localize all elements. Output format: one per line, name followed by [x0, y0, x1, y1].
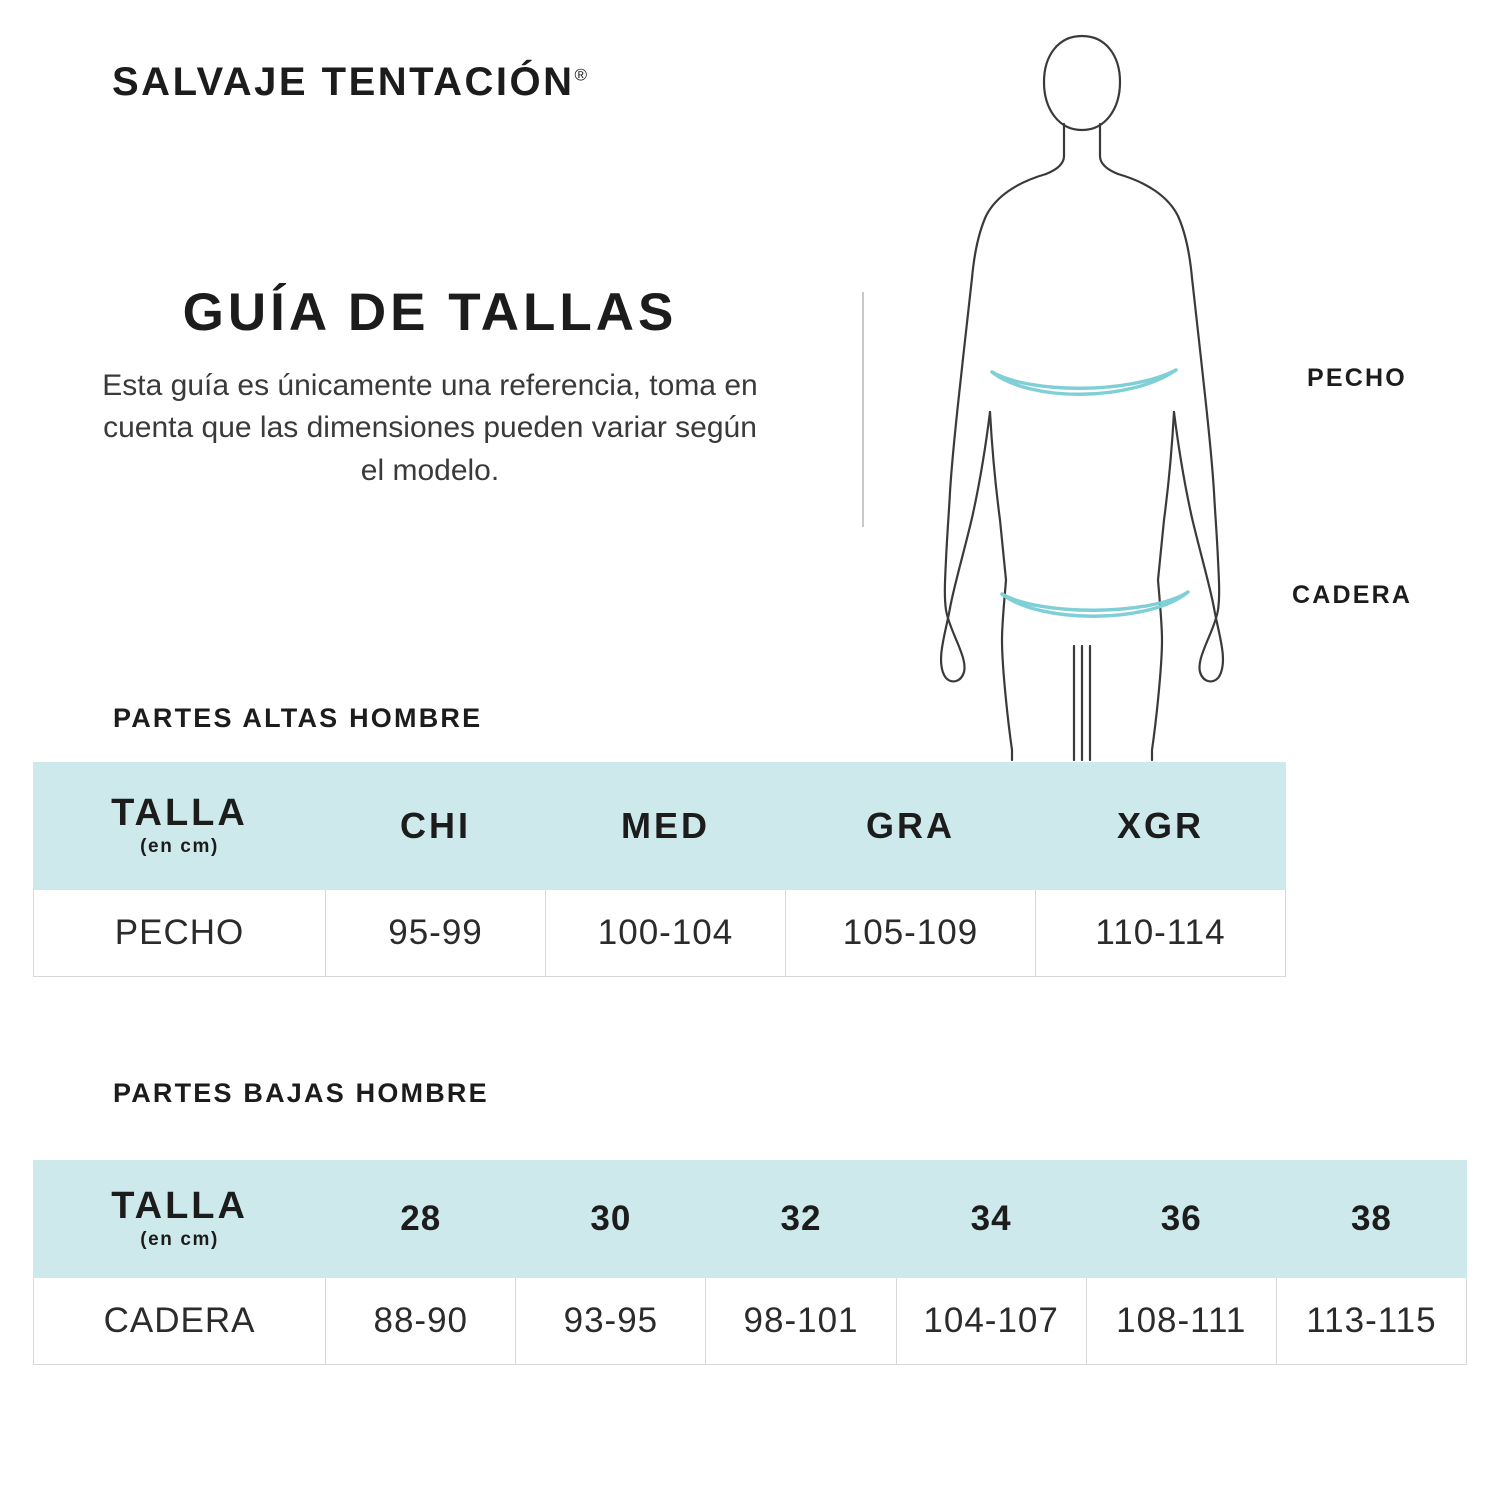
table-row — [34, 1278, 1467, 1365]
intro-text: Esta guía es únicamente una referencia, toma en cuenta que las dimensiones pueden variar según el modelo. — [102, 368, 758, 487]
header-size-30: 30 — [516, 1161, 706, 1278]
header-talla — [34, 763, 326, 890]
body-outline — [941, 36, 1223, 760]
header-size-28: 28 — [326, 1161, 516, 1278]
page-title: GUÍA DE TALLAS — [182, 283, 678, 342]
header-size-32: 32 — [706, 1161, 896, 1278]
size-table-upper — [33, 762, 1286, 977]
registered-mark: ® — [574, 65, 588, 85]
header-size-med: MED — [546, 763, 786, 890]
brand-name: SALVAJE TENTACIÓN — [112, 60, 575, 104]
cell-pecho-gra: 105-109 — [786, 890, 1036, 977]
header-size-xgr: XGR — [1036, 763, 1286, 890]
label-pecho: PECHO — [1307, 364, 1407, 392]
cell-cadera-30: 93-95 — [516, 1278, 706, 1365]
header-talla-main: TALLA — [111, 791, 248, 834]
table-header-row — [34, 763, 1286, 890]
header-size-38: 38 — [1276, 1161, 1466, 1278]
size-table-lower — [33, 1160, 1467, 1365]
section-caption-upper: PARTES ALTAS HOMBRE — [113, 703, 483, 733]
header-talla-main: TALLA — [111, 1184, 248, 1227]
cell-pecho-chi: 95-99 — [326, 890, 546, 977]
intro-block — [90, 285, 770, 492]
row-label-cadera: CADERA — [34, 1278, 326, 1365]
table-header-row — [34, 1161, 1467, 1278]
cell-cadera-32: 98-101 — [706, 1278, 896, 1365]
header-size-34: 34 — [896, 1161, 1086, 1278]
header-size-chi: CHI — [326, 763, 546, 890]
header-size-gra: GRA — [786, 763, 1036, 890]
row-label-pecho: PECHO — [34, 890, 326, 977]
cell-cadera-34: 104-107 — [896, 1278, 1086, 1365]
table-row — [34, 890, 1286, 977]
cell-pecho-xgr: 110-114 — [1036, 890, 1286, 977]
cell-cadera-38: 113-115 — [1276, 1278, 1466, 1365]
body-figure — [930, 20, 1290, 780]
header-size-36: 36 — [1086, 1161, 1276, 1278]
label-cadera: CADERA — [1292, 581, 1413, 609]
header-talla — [34, 1161, 326, 1278]
cell-cadera-28: 88-90 — [326, 1278, 516, 1365]
header-talla-sub: (en cm) — [140, 836, 219, 858]
cell-pecho-med: 100-104 — [546, 890, 786, 977]
cell-cadera-36: 108-111 — [1086, 1278, 1276, 1365]
brand-title — [112, 60, 587, 105]
vertical-divider — [862, 292, 864, 527]
chest-measure-line — [992, 370, 1176, 394]
header-talla-sub: (en cm) — [140, 1229, 219, 1251]
section-caption-lower: PARTES BAJAS HOMBRE — [113, 1078, 489, 1108]
